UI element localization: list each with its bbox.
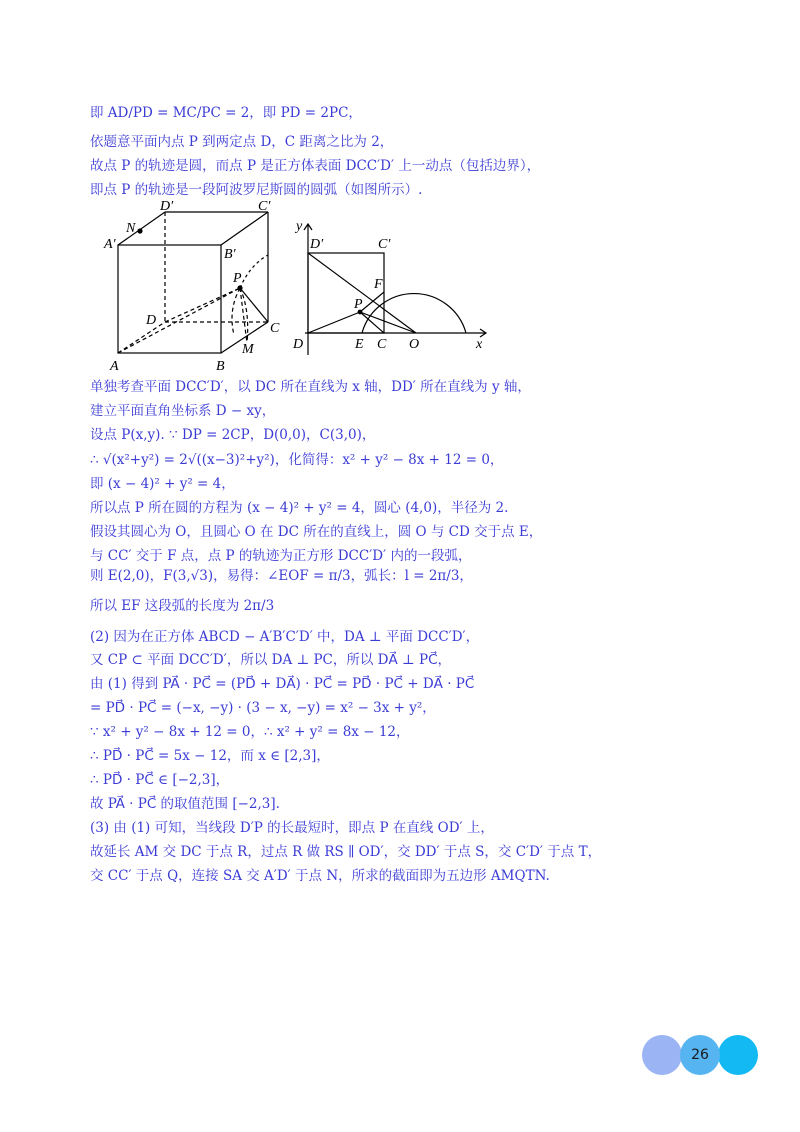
label-C-prime: C′ [258,200,271,214]
label-D-prime: D′ [160,200,174,214]
text-line: ∵ x² + y² − 8x + 12 = 0，∴ x² + y² = 8x − 12， [90,724,410,740]
text-line: 依题意平面内点 P 到两定点 D，C 距离之比为 2， [90,134,394,150]
label-y: y [296,219,303,234]
label-B: B [216,359,225,374]
text-line: 设点 P(x,y). ∵ DP = 2CP，D(0,0)，C(3,0)， [90,427,376,443]
text-line: 则 E(2,0)，F(3,√3)，易得：∠EOF = π/3，弧长：l = 2π/3， [90,568,473,584]
text-line: 假设其圆心为 O，且圆心 O 在 DC 所在的直线上，圆 O 与 CD 交于点 E， [90,524,543,540]
text-line: 故 PA⃗ · PC⃗ 的取值范围 [−2,3]. [90,796,280,812]
text-line: 由 (1) 得到 PA⃗ · PC⃗ = (PD⃗ + DA⃗) · PC⃗ = PD⃗ · PC⃗ + DA⃗ · PC⃗ [90,676,475,692]
label-A-prime: A′ [104,237,116,252]
page-number: 26 [691,1047,709,1063]
text-line: 所以点 P 所在圆的方程为 (x − 4)² + y² = 4，圆心 (4,0)，半径为 2. [90,500,509,516]
label-plane-C: C [377,337,387,352]
cube-diagram [118,212,268,353]
label-F: F [374,277,383,292]
text-line: (2) 因为在正方体 ABCD − A′B′C′D′ 中，DA ⊥ 平面 DCC′D′， [90,629,480,645]
label-C: C [270,321,280,336]
text-line: 与 CC′ 交于 F 点，点 P 的轨迹为正方形 DCC′D′ 内的一段弧， [90,548,472,564]
text-line: 即 (x − 4)² + y² = 4， [90,476,235,492]
plane-diagram [304,224,486,355]
page-number-badge [642,1035,762,1075]
geometry-figure [100,200,500,375]
label-plane-P: P [354,297,363,312]
label-x: x [476,337,483,352]
text-line: ∴ PD⃗ · PC⃗ = 5x − 12，而 x ∈ [2,3]， [90,748,330,764]
label-E: E [355,337,364,352]
text-line: 故延长 AM 交 DC 于点 R，过点 R 做 RS ∥ OD′，交 DD′ 于点 S，交 C′D′ 于点 T， [90,844,602,860]
label-A: A [110,359,119,374]
cube-labels [103,200,280,374]
plane-labels [292,219,483,352]
decor-circle-light [642,1035,682,1075]
decor-circle-cyan [718,1035,758,1075]
label-O: O [409,337,420,352]
text-line: 又 CP ⊂ 平面 DCC′D′，所以 DA ⊥ PC，所以 DA⃗ ⊥ PC⃗， [90,652,452,668]
text-line: 即 AD/PD = MC/PC = 2，即 PD = 2PC， [90,105,362,121]
label-P: P [233,271,242,286]
label-N: N [126,221,136,236]
text-line: 交 CC′ 于点 Q，连接 SA 交 A′D′ 于点 N，所求的截面即为五边形 AMQTN. [90,868,550,884]
text-line: ∴ PD⃗ · PC⃗ ∈ [−2,3]， [90,772,230,788]
text-line: 故点 P 的轨迹是圆，而点 P 是正方体表面 DCC′D′ 上一动点（包括边界）， [90,158,541,174]
label-plane-D-prime: D′ [310,237,324,252]
label-B-prime: B′ [224,247,236,262]
label-D: D [146,313,157,328]
text-line: = PD⃗ · PC⃗ = (−x, −y) · (3 − x, −y) = x² − 3x + y²， [90,700,436,716]
text-line: 建立平面直角坐标系 D − xy， [90,403,276,419]
label-plane-D: D [293,337,304,352]
text-line: (3) 由 (1) 可知，当线段 D′P 的长最短时，即点 P 在直线 OD′ 上， [90,820,494,836]
label-M: M [242,342,254,357]
label-plane-C-prime: C′ [378,237,391,252]
text-line: ∴ √(x²+y²) = 2√((x−3)²+y²)，化简得：x² + y² − 8x + 12 = 0， [90,452,504,468]
text-line: 单独考查平面 DCC′D′，以 DC 所在直线为 x 轴，DD′ 所在直线为 y 轴， [90,379,531,395]
text-line: 即点 P 的轨迹是一段阿波罗尼斯圆的圆弧（如图所示）. [90,182,423,198]
text-line: 所以 EF 这段弧的长度为 2π/3 [90,598,275,614]
